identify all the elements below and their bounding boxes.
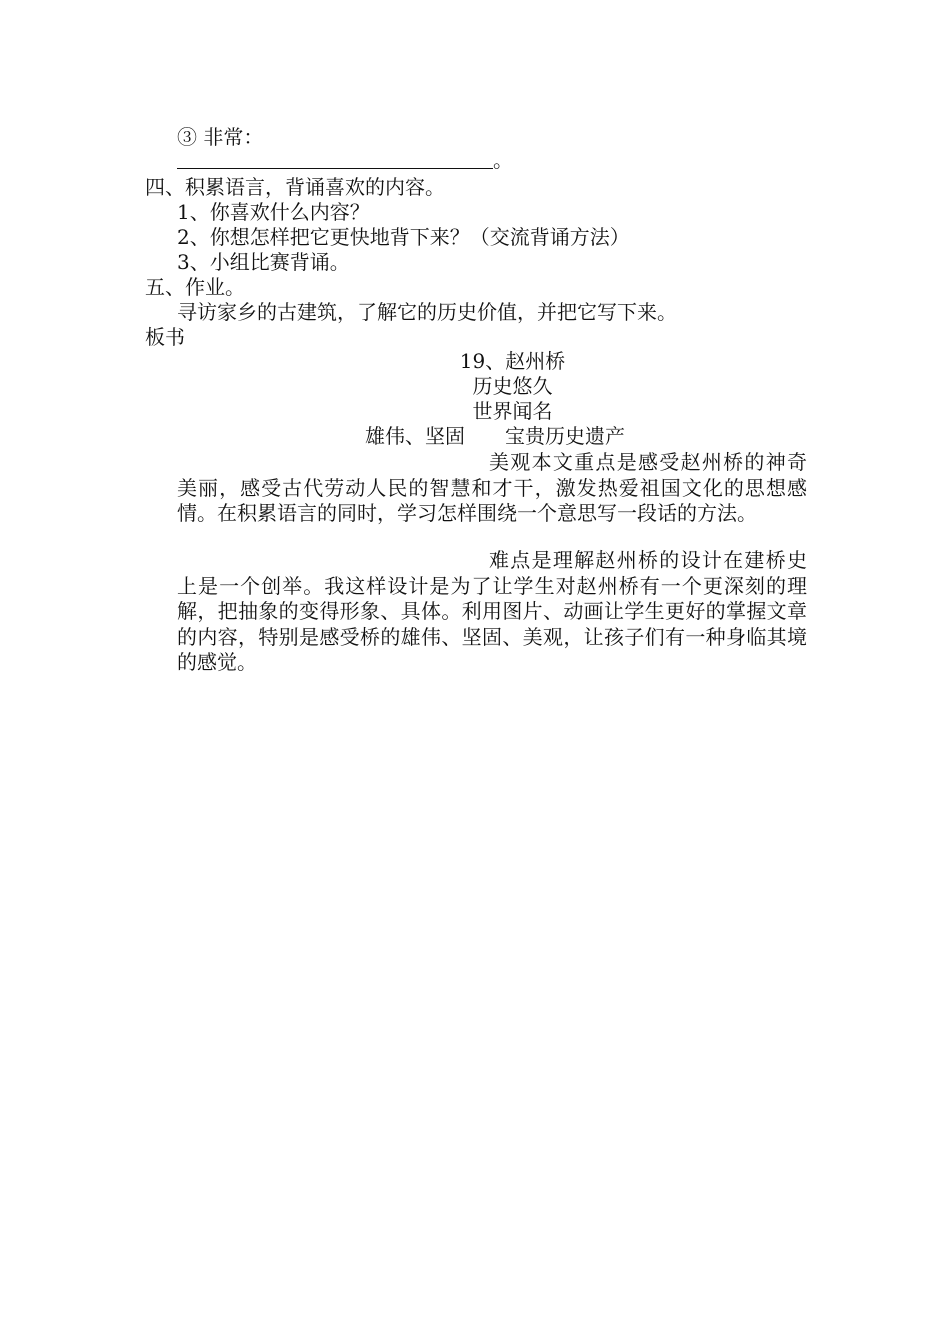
section-4-item-1: 1、你喜欢什么内容？ bbox=[177, 200, 370, 224]
section-4-item-3: 3、小组比赛背诵。 bbox=[177, 250, 350, 274]
board-label: 板书 bbox=[145, 325, 185, 349]
blank-period: 。 bbox=[493, 148, 513, 172]
fill-in-blank-line bbox=[177, 148, 493, 169]
board-line-3-left: 雄伟、坚固 bbox=[365, 424, 465, 448]
fill-in-blank-row bbox=[177, 148, 513, 174]
homework-text: 寻访家乡的古建筑，了解它的历史价值，并把它写下来。 bbox=[177, 300, 677, 324]
board-line-2: 世界闻名 bbox=[472, 399, 553, 423]
teaching-difficulty-paragraph: 难点是理解赵州桥的设计在建桥史上是一个创举。我这样设计是为了让学生对赵州桥有一个更深刻的理解，把抽象的变得形象、具体。利用图片、动画让学生更好的掌握文章的内容，特别是感受桥的雄伟、坚固、美观，让孩子们有一种身临其境的感觉。 bbox=[177, 548, 807, 674]
board-line-1: 历史悠久 bbox=[472, 374, 553, 398]
board-line-3-right: 宝贵历史遗产 bbox=[505, 424, 625, 448]
item-3-label: ③ 非常： bbox=[177, 125, 264, 149]
teaching-focus-paragraph: 美观本文重点是感受赵州桥的神奇美丽，感受古代劳动人民的智慧和才干，激发热爱祖国文化的思想感情。在积累语言的同时，学习怎样围绕一个意思写一段话的方法。 bbox=[177, 450, 807, 525]
section-5-heading: 五、作业。 bbox=[145, 275, 245, 299]
section-4-heading: 四、积累语言，背诵喜欢的内容。 bbox=[145, 175, 445, 199]
board-title: 19、赵州桥 bbox=[459, 349, 566, 373]
section-4-item-2: 2、你想怎样把它更快地背下来？（交流背诵方法） bbox=[177, 225, 630, 249]
